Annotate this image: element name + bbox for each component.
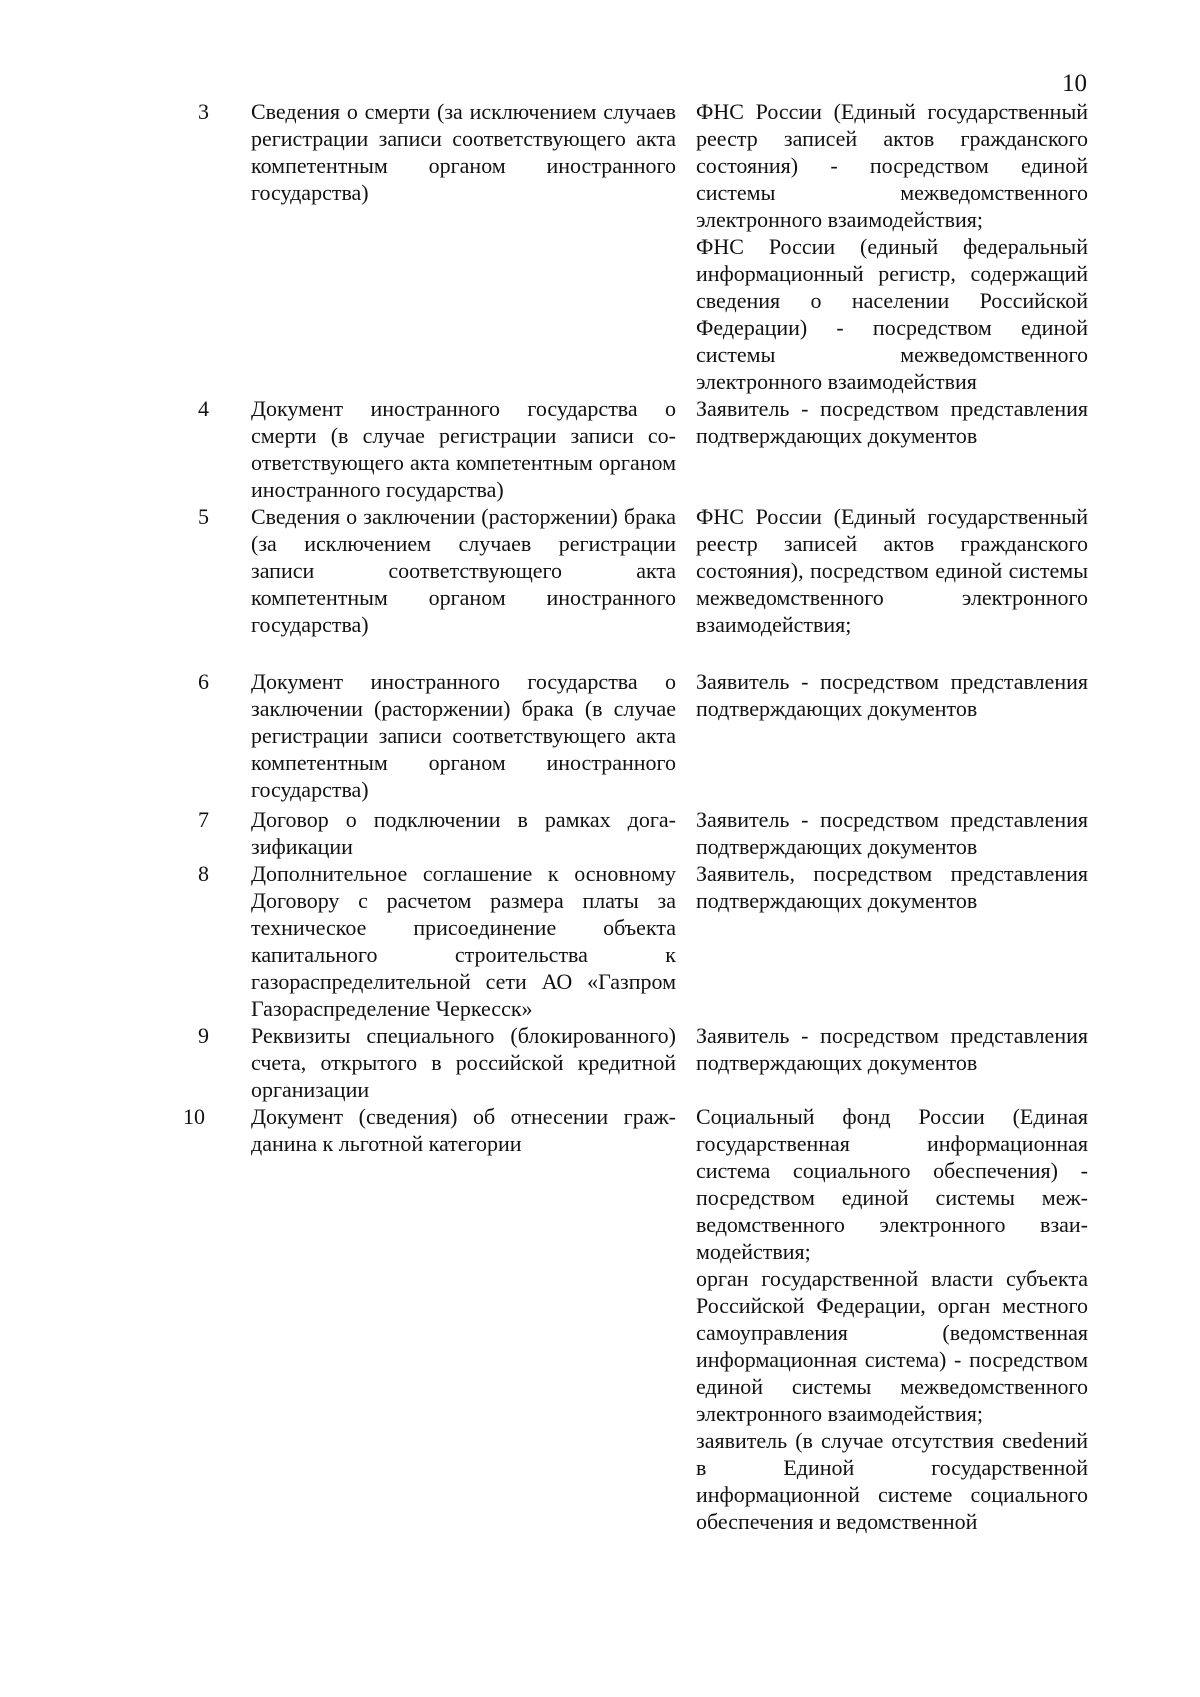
table-row: [183, 395, 1088, 503]
source-paragraph: Заявитель - посредством представления подтверждающих документов: [696, 1023, 1088, 1075]
document-source: [696, 806, 1088, 860]
source-paragraph: ФНС России (единый федеральный информационный регистр, содержащий сведения о населении Российской Федерации) - посредством единой системы межведомственного электронного взаимодействия: [696, 234, 1088, 394]
source-paragraph: заявитель (в случае отсутствия свеdений в Единой государственной информационной системе социального обеспечения и ведомственной: [696, 1428, 1088, 1534]
row-number: 8: [198, 861, 209, 886]
document-source: [696, 668, 1088, 722]
source-paragraph: орган государственной власти субъекта Российской Федерации, орган местного самоуправления (ведомственная информационная система) - посредством единой системы межведомственного электронного взаимодействия;: [696, 1266, 1088, 1426]
document-source: [696, 503, 1088, 638]
table-row: [183, 1022, 1088, 1103]
document-source: [696, 395, 1088, 449]
document-name: Документ иностранного государства о заключении (расторжении) брака (в случае регистрации записи соответствующего акта компетентным органом иностранного государства): [251, 669, 676, 802]
table-row: [183, 1103, 1088, 1535]
table-row: [183, 860, 1088, 1022]
source-paragraph: ФНС России (Единый государственный реестр записей актов гражданского состояния), посредством единой системы межведомственного электронного взаимодействия;: [696, 504, 1088, 637]
row-number: 7: [198, 807, 209, 832]
page-number: 10: [1062, 70, 1087, 97]
documents-table: [183, 98, 1088, 1535]
table-row: [183, 503, 1088, 638]
row-number: 9: [198, 1023, 209, 1048]
document-name: Реквизиты специального (блокированного) счета, открытого в российской кредитной организации: [251, 1023, 676, 1102]
table-row: [183, 98, 1088, 395]
document-source: [696, 1103, 1088, 1535]
source-paragraph: Заявитель - посредством представления подтверждающих документов: [696, 669, 1088, 721]
source-paragraph: Социальный фонд России (Единая государственная информационная система социального обеспечения) - посредством единой системы межведомственного электронного взаимодействия;: [696, 1104, 1088, 1264]
document-name: Сведения о заключении (расторжении) брака (за исключением случаев регистрации записи соответствующего акта компетентным органом иностранного государства): [251, 504, 676, 637]
document-name: Документ иностранного государства о смерти (в случае регистрации записи соответствующего акта компетентным органом иностранного государства): [251, 396, 676, 502]
document-source: [696, 860, 1088, 914]
document-source: [696, 1022, 1088, 1076]
table-row: [183, 806, 1088, 860]
source-paragraph: ФНС России (Единый государственный реестр записей актов гражданского состояния) - посредством единой системы межведомственного электронного взаимодействия;: [696, 99, 1088, 232]
row-number: 6: [198, 669, 209, 694]
source-paragraph: Заявитель - посредством представления подтверждающих документов: [696, 396, 1088, 448]
row-number: 4: [198, 396, 209, 421]
document-name: Дополнительное соглашение к основному Договору с расчетом размера платы за техническое присоединение объекта капитального строительства к газораспределительной сети АО «Газпром Газораспределение Черкесск»: [251, 861, 676, 1021]
document-name: Сведения о смерти (за исключением случаев регистрации записи соответствующего акта компетентным органом иностранного государства): [251, 99, 676, 205]
document-name: Договор о подключении в рамках догазификации: [251, 807, 676, 859]
document-name: Документ (сведения) об отнесении гражданина к льготной категории: [251, 1104, 676, 1156]
row-number: 10: [183, 1104, 205, 1129]
row-number: 5: [198, 504, 209, 529]
source-paragraph: Заявитель - посредством представления подтверждающих документов: [696, 807, 1088, 859]
document-source: [696, 98, 1088, 395]
table-row: [183, 668, 1088, 803]
row-number: 3: [198, 99, 209, 124]
source-paragraph: Заявитель, посредством представления подтверждающих документов: [696, 861, 1088, 913]
